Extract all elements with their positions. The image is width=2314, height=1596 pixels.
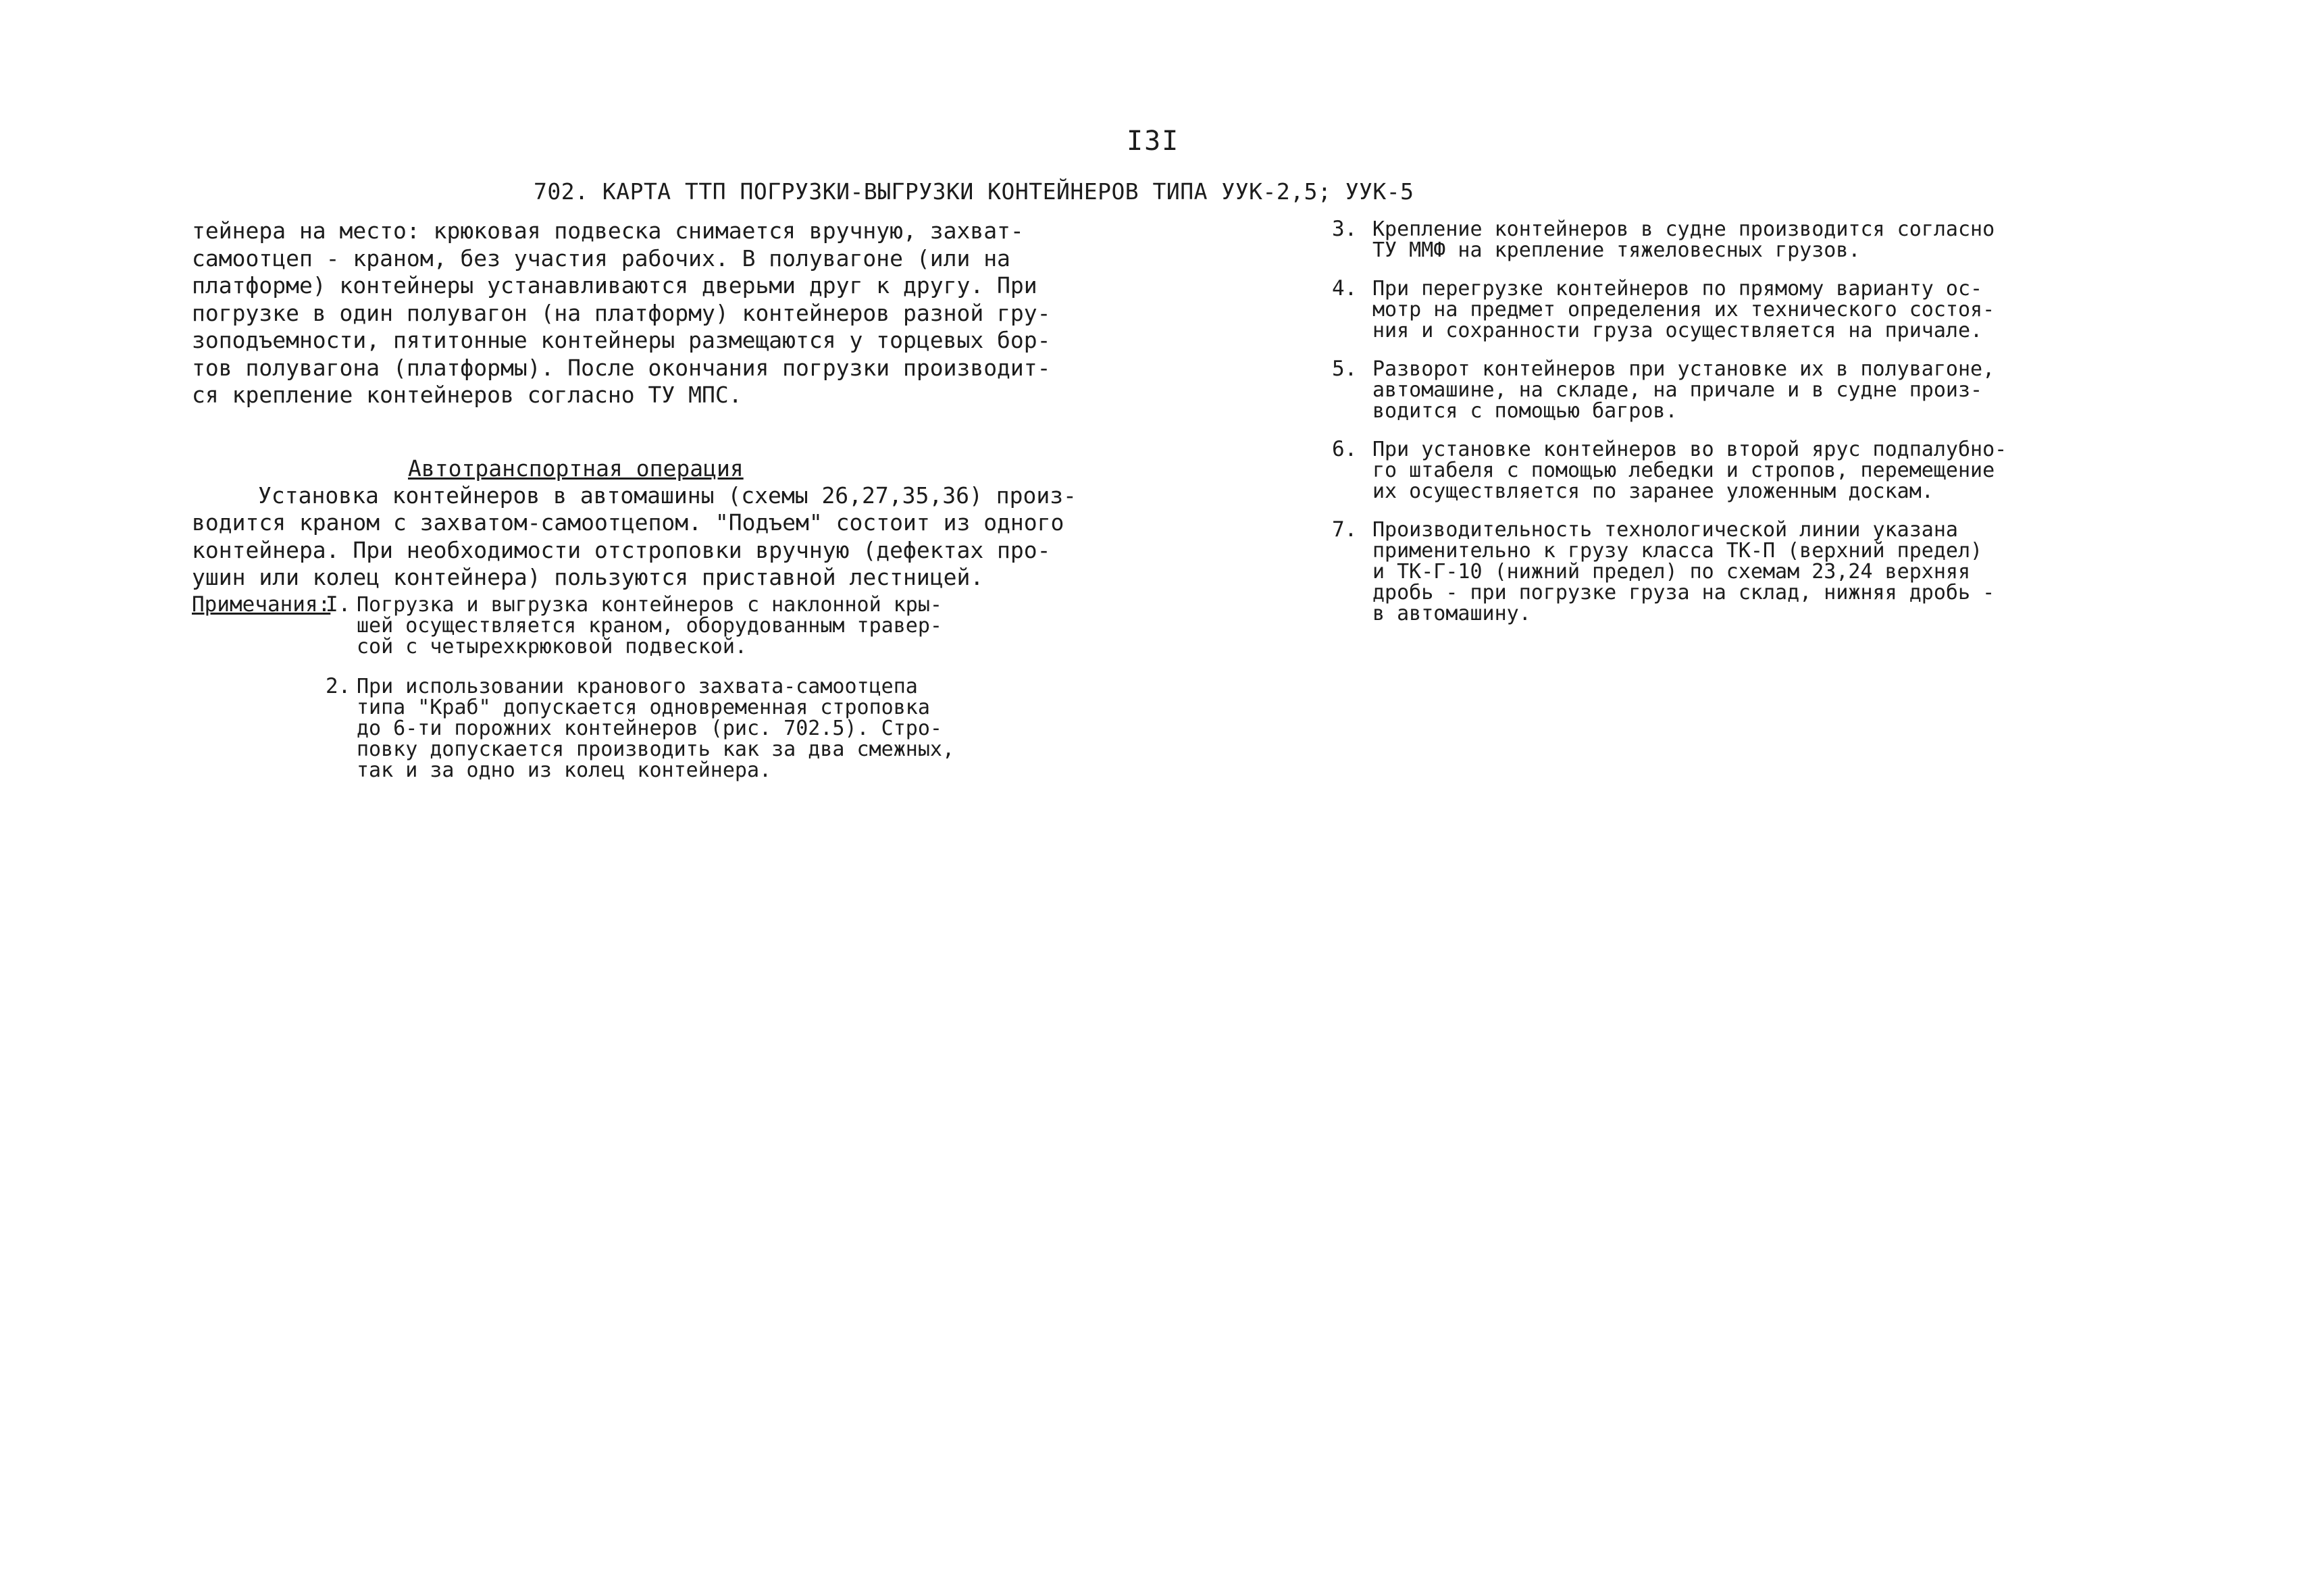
note-item: [326, 673, 1110, 782]
note-line: до 6-ти порожних контейнеров (рис. 702.5). Стро-: [357, 716, 942, 740]
notes-label: Примечания:: [192, 592, 331, 617]
text-line: ся крепление контейнеров согласно ТУ МПС.: [192, 382, 742, 408]
note-number: 5.: [1332, 357, 1358, 381]
note-line: Погрузка и выгрузка контейнеров с наклонной кры-: [357, 592, 942, 617]
note-line: типа "Краб" допускается одновременная строповка: [357, 695, 930, 719]
text-line: тейнера на место: крюковая подвеска снимается вручную, захват-: [192, 217, 1024, 244]
note-line: Крепление контейнеров в судне производится согласно: [1372, 217, 1995, 241]
page-number: I3I: [1127, 126, 1180, 157]
numbered-note: [1332, 219, 2142, 261]
note-line: сой с четырехкрюковой подвеской.: [357, 634, 747, 659]
note-number: 6.: [1332, 437, 1358, 461]
note-number: 4.: [1332, 276, 1358, 301]
section-heading: Автотранспортная операция: [408, 455, 744, 482]
intro-paragraph: [192, 217, 1110, 409]
note-line: При использовании кранового захвата-самоотцепа: [357, 674, 918, 698]
note-line: ния и сохранности груза осуществляется на причале.: [1372, 319, 1983, 342]
notes-block: [192, 594, 1110, 781]
auto-operation-paragraph: [192, 482, 1110, 592]
note-line: их осуществляется по заранее уложенным доскам.: [1372, 480, 1934, 503]
note-line: дробь - при погрузке груза на склад, нижняя дробь -: [1372, 581, 1995, 604]
note-line: ТУ ММФ на крепление тяжеловесных грузов.: [1372, 238, 1861, 262]
note-line: го штабеля с помощью лебедки и стропов, перемещение: [1372, 459, 1995, 482]
numbered-note: [1332, 439, 2142, 502]
note-line: При установке контейнеров во второй ярус подпалубно-: [1372, 438, 2007, 461]
text-line: самоотцеп - краном, без участия рабочих. В полувагоне (или на: [192, 244, 1010, 272]
text-line: платформе) контейнеры устанавливаются дверьми друг к другу. При: [192, 272, 1037, 299]
note-line: Разворот контейнеров при установке их в полувагоне,: [1372, 357, 1995, 381]
text-line: контейнера. При необходимости отстроповки вручную (дефектах про-: [192, 536, 1051, 563]
text-line: Установка контейнеров в автомашины (схемы 26,27,35,36) произ-: [258, 482, 1077, 509]
note-line: повку допускается производить как за два смежных,: [357, 737, 955, 761]
note-line: Производительность технологической линии указана: [1372, 518, 1958, 542]
note-line: применительно к грузу класса ТК-П (верхний предел): [1372, 539, 1983, 563]
note-item: [326, 592, 1110, 659]
text-line: водится краном с захватом-самоотцепом. "Подъем" состоит из одного: [192, 509, 1064, 536]
numbered-note: [1332, 278, 2142, 341]
note-line: в автомашину.: [1372, 602, 1531, 625]
text-line: зоподъемности, пятитонные контейнеры размещаются у торцевых бор-: [192, 327, 1051, 353]
text-line: погрузке в один полувагон (на платформу) контейнеров разной гру-: [192, 299, 1051, 326]
note-line: мотр на предмет определения их технического состоя-: [1372, 298, 1995, 321]
note-number: 2.: [326, 673, 351, 698]
note-line: и ТК-Г-10 (нижний предел) по схемам 23,24 верхняя: [1372, 560, 1971, 584]
note-line: так и за одно из колец контейнера.: [357, 758, 772, 782]
numbered-note: [1332, 519, 2142, 624]
right-column: [1332, 219, 2142, 642]
note-line: автомашине, на складе, на причале и в судне произ-: [1372, 378, 1983, 402]
text-line: ушин или колец контейнера) пользуются приставной лестницей.: [192, 564, 984, 590]
note-number: 7.: [1332, 517, 1358, 542]
text-line: тов полувагона (платформы). После окончания погрузки производит-: [192, 354, 1051, 381]
document-title: 702. КАРТА ТТП ПОГРУЗКИ-ВЫГРУЗКИ КОНТЕЙНЕРОВ ТИПА УУК-2,5; УУК-5: [534, 178, 1414, 205]
note-line: При перегрузке контейнеров по прямому варианту ос-: [1372, 277, 1983, 301]
note-number: I.: [326, 592, 351, 617]
left-column: [192, 217, 1110, 800]
note-line: шей осуществляется краном, оборудованным травер-: [357, 613, 942, 638]
note-line: водится с помощью багров.: [1372, 399, 1678, 423]
note-number: 3.: [1332, 217, 1358, 241]
numbered-note: [1332, 359, 2142, 421]
